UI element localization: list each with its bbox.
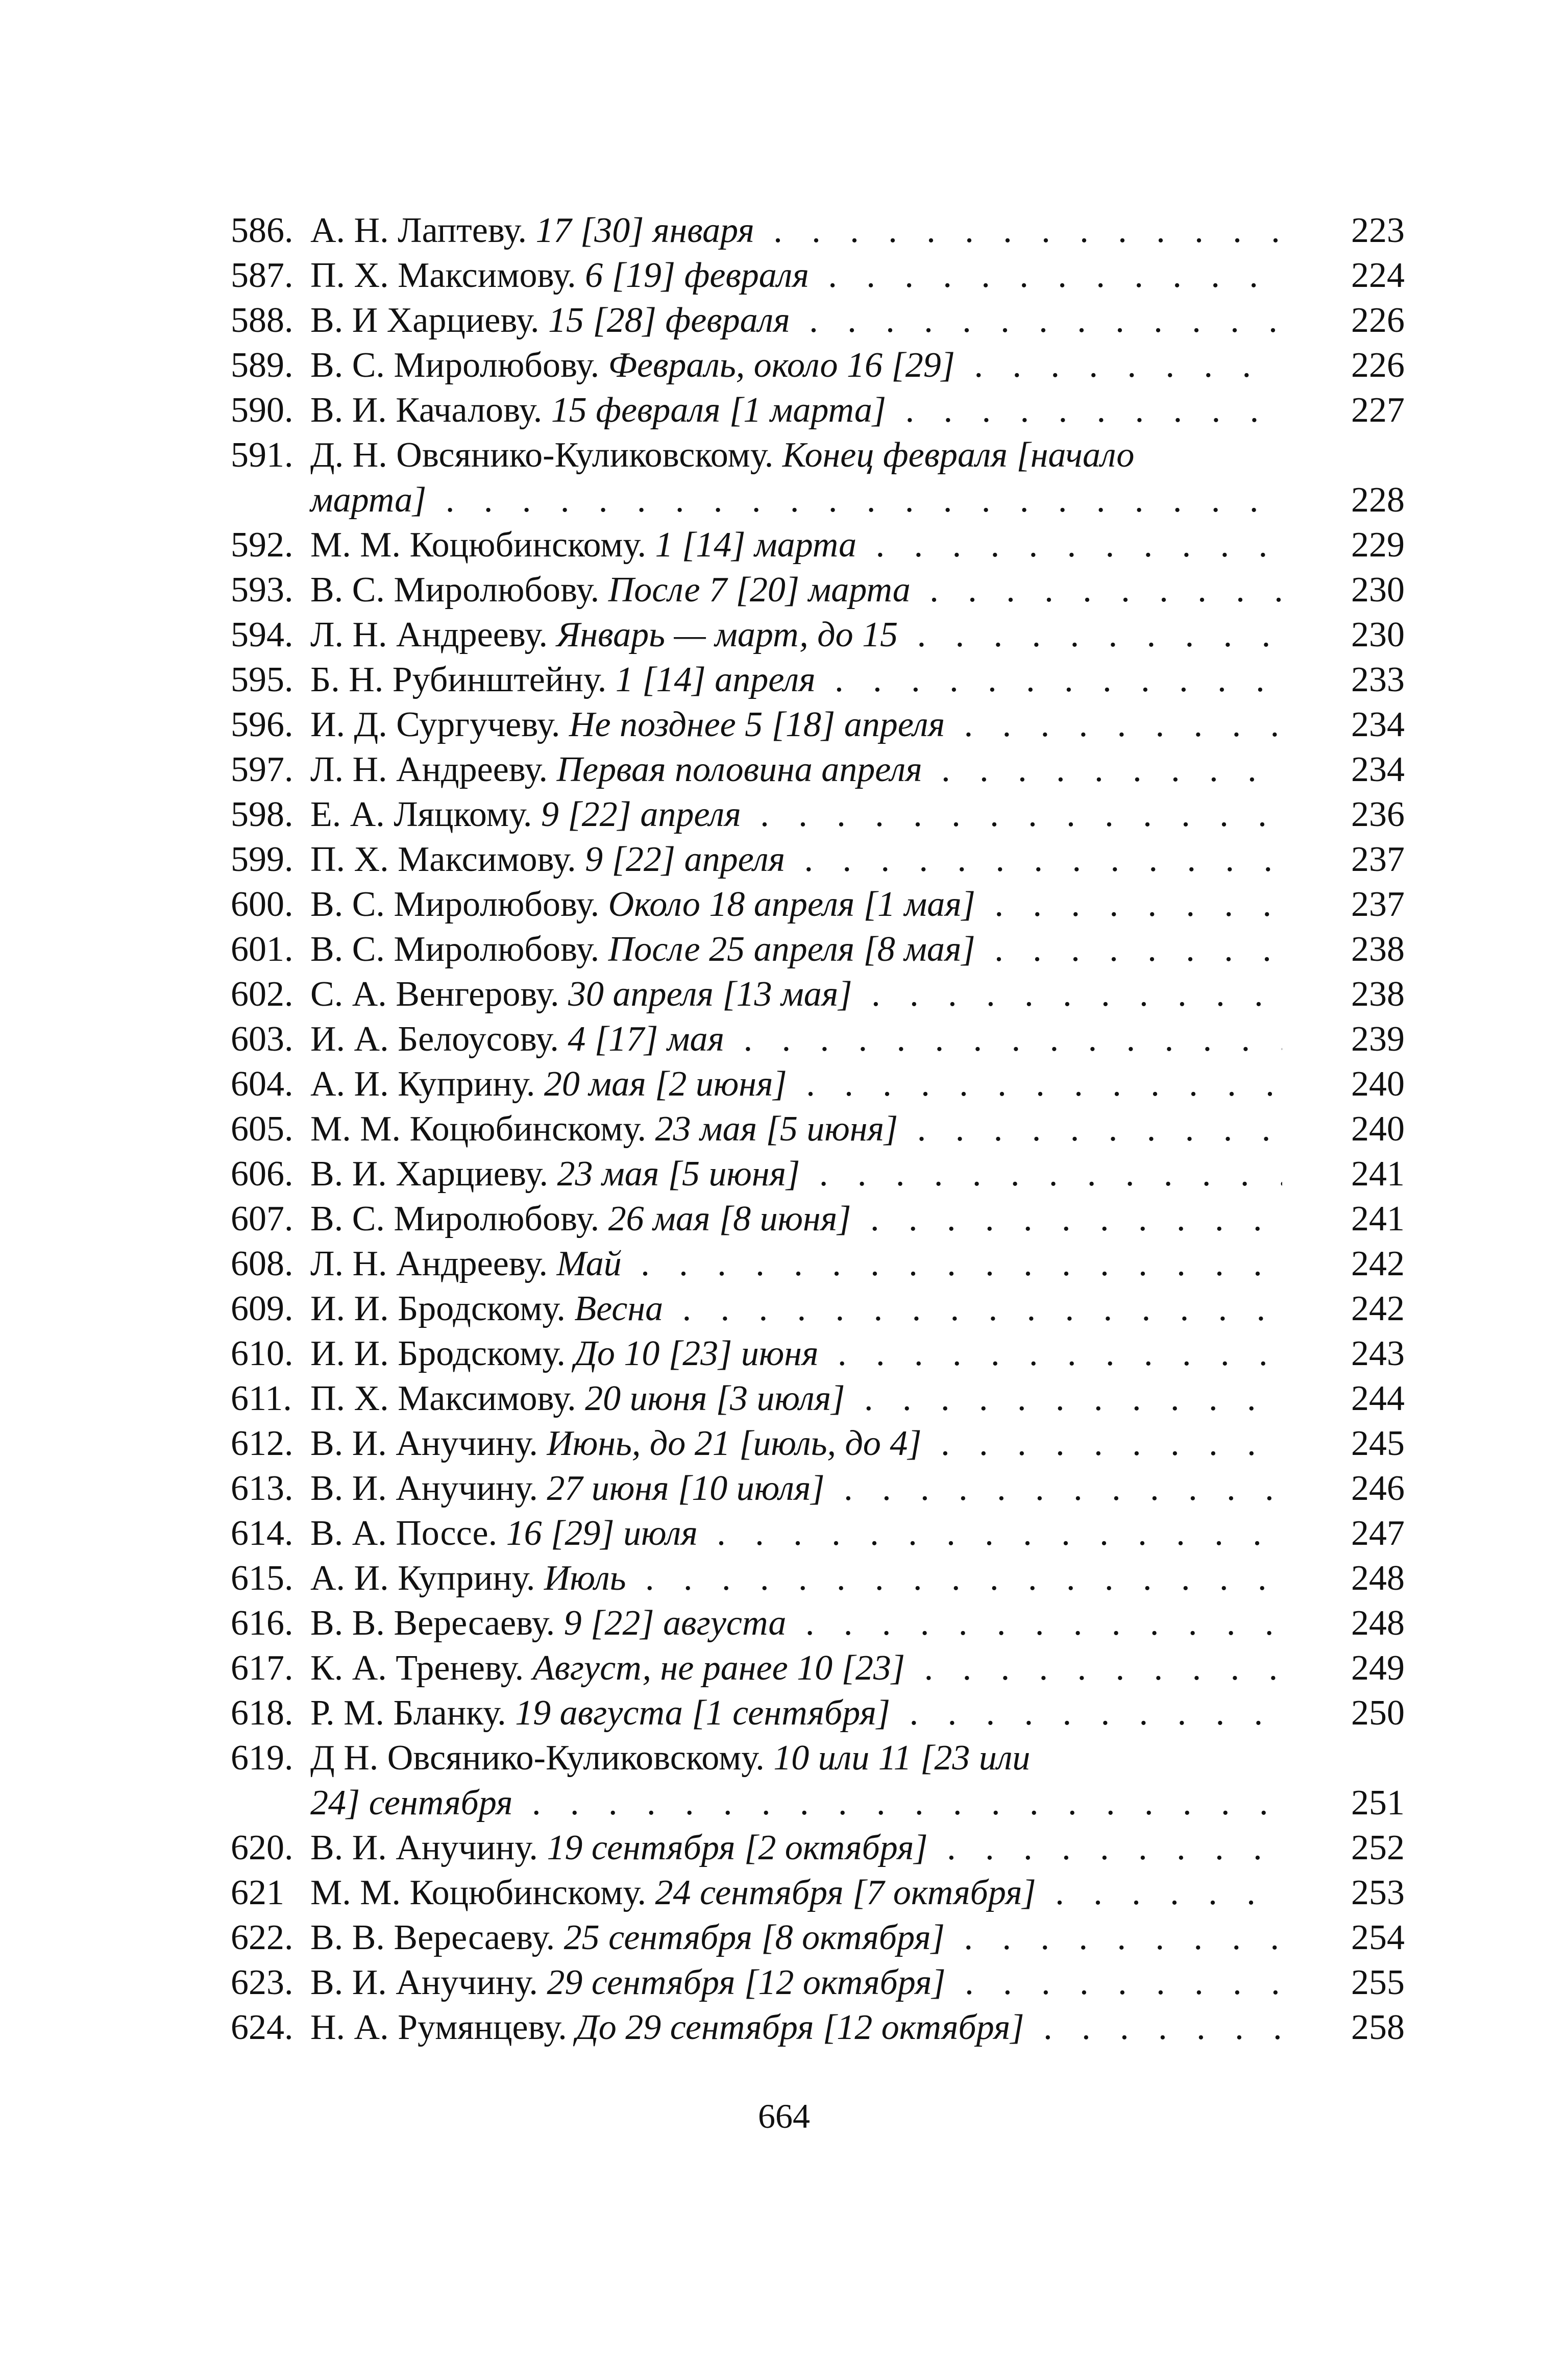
toc-entry [231,1376,1405,1421]
entry-page-number: 237 [1351,885,1405,924]
entry-page-number: 226 [1351,301,1405,340]
entry-number: 599. [231,840,293,879]
entry-addressee: В. В. Вересаеву. [310,1918,555,1957]
entry-main-line [231,927,1282,972]
entry-date: После 7 [20] марта [608,570,911,610]
entry-main-line [231,568,1282,613]
entry-date: 1 [14] марта [655,525,857,565]
entry-date: 6 [19] февраля [585,256,809,295]
entry-number: 608. [231,1244,293,1283]
entry-page-number: 244 [1351,1379,1405,1418]
entry-date: 19 августа [1 сентября] [515,1693,891,1733]
entry-page-number: 237 [1351,840,1405,879]
toc-entry [231,1915,1405,1960]
entry-page-number: 248 [1351,1604,1405,1643]
entry-date: Не позднее 5 [18] апреля [569,705,945,744]
entry-page-number: 248 [1351,1559,1405,1598]
entry-addressee: М. М. Коцюбинскому. [310,525,646,565]
toc-entry [231,1421,1405,1466]
entry-main-line [231,1736,1282,1781]
entry-number: 614. [231,1514,293,1553]
entry-main-line [231,208,1282,253]
entry-page-number: 252 [1351,1828,1405,1867]
toc-entry [231,1286,1405,1331]
entry-number: 587. [231,256,293,295]
entry-addressee: И. И. Бродскому. [310,1334,566,1373]
entry-number: 603. [231,1019,293,1059]
toc-entry [231,1960,1405,2005]
entry-addressee: В. И. Качалову. [310,391,543,430]
entry-addressee: В. И Харциеву. [310,301,540,340]
toc-entry [231,1556,1405,1601]
entry-addressee: В. С. Миролюбову. [310,885,600,924]
entry-number: 609. [231,1289,293,1328]
entry-main-line [231,1286,1282,1331]
toc-entry [231,1646,1405,1691]
entry-main-line [231,1691,1282,1736]
entry-addressee: П. Х. Максимову. [310,840,576,879]
entry-page-number: 241 [1351,1199,1405,1238]
entry-date: Конец февраля [начало [782,435,1135,475]
entry-number: 611. [231,1379,292,1418]
entry-page-number: 242 [1351,1244,1405,1283]
toc-entry [231,613,1405,658]
entry-number: 600. [231,885,293,924]
entry-addressee: Л. Н. Андрееву. [310,615,548,654]
entry-page-number: 249 [1351,1648,1405,1688]
entry-number: 605. [231,1109,293,1149]
entry-continuation [231,478,1282,523]
entry-date-continuation: 24] сентября [310,1783,513,1823]
entry-main-line [231,1242,1282,1286]
toc-entry [231,433,1405,523]
entry-number: 610. [231,1334,293,1373]
toc-entry [231,253,1405,298]
entry-page-number: 229 [1351,525,1405,565]
entry-main-line [231,702,1282,747]
toc-entry [231,2005,1405,2050]
entry-addressee: А. И. Куприну. [310,1064,535,1104]
entry-page-number: 224 [1351,256,1405,295]
entry-addressee: Б. Н. Рубинштейну. [310,660,607,699]
entry-date: 16 [29] июля [506,1514,698,1553]
entry-page-number: 250 [1351,1693,1405,1733]
entry-number: 621 [231,1873,284,1912]
toc-entry [231,388,1405,433]
entry-number: 598. [231,795,293,834]
entry-addressee: П. Х. Максимову. [310,1379,576,1418]
entry-main-line [231,1466,1282,1511]
toc-entry [231,1826,1405,1871]
entry-addressee: Д Н. Овсянико-Куликовскому. [310,1738,765,1778]
entry-main-line [231,1871,1282,1915]
entry-date: Июль [544,1559,626,1598]
entry-date: 27 июня [10 июля] [547,1469,825,1508]
entry-main-line [231,613,1282,658]
entry-addressee: Л. Н. Андрееву. [310,1244,548,1283]
entry-addressee: Л. Н. Андрееву. [310,750,548,789]
entry-date: 24 сентября [7 октября] [655,1873,1036,1912]
entry-main-line [231,1197,1282,1242]
entry-main-line [231,747,1282,792]
entry-date: 23 мая [5 июня] [557,1154,800,1194]
entry-number: 616. [231,1604,293,1643]
entry-page-number: 254 [1351,1918,1405,1957]
entry-main-line [231,972,1282,1017]
entry-page-number: 240 [1351,1109,1405,1149]
entry-addressee: И. И. Бродскому. [310,1289,566,1328]
entry-addressee: В. А. Поссе. [310,1514,498,1553]
entry-page-number: 243 [1351,1334,1405,1373]
toc-entry [231,1466,1405,1511]
entry-addressee: В. И. Анучину. [310,1424,538,1463]
entry-number: 590. [231,391,293,430]
table-of-contents [231,208,1405,2050]
toc-entry [231,523,1405,568]
entry-date: 15 февраля [1 марта] [551,391,887,430]
entry-date: 20 мая [2 июня] [544,1064,787,1104]
entry-page-number: 230 [1351,615,1405,654]
toc-entry [231,927,1405,972]
toc-entry [231,568,1405,613]
entry-main-line [231,882,1282,927]
entry-date: 19 сентября [2 октября] [547,1828,928,1867]
entry-addressee: В. С. Миролюбову. [310,1199,600,1238]
entry-page-number: 238 [1351,930,1405,969]
entry-number: 619. [231,1738,293,1778]
entry-page-number: 247 [1351,1514,1405,1553]
entry-date: 1 [14] апреля [615,660,816,699]
entry-date: 30 апреля [13 мая] [568,975,852,1014]
entry-addressee: Д. Н. Овсянико-Куликовскому. [310,435,774,475]
entry-date: Август, не ранее 10 [23] [532,1648,905,1688]
entry-date: 26 мая [8 июня] [608,1199,851,1238]
entry-main-line [231,1960,1282,2005]
entry-addressee: В. И. Харциеву. [310,1154,549,1194]
toc-entry [231,1511,1405,1556]
entry-page-number: 236 [1351,795,1405,834]
entry-addressee: В. И. Анучину. [310,1963,538,2002]
entry-date: До 10 [23] июня [574,1334,819,1373]
toc-entry [231,1242,1405,1286]
entry-date: Май [556,1244,622,1283]
entry-date: 9 [22] августа [564,1604,787,1643]
entry-date: 23 мая [5 июня] [655,1109,898,1149]
entry-addressee: М. М. Коцюбинскому. [310,1109,646,1149]
entry-addressee: С. А. Венгерову. [310,975,559,1014]
entry-main-line [231,792,1282,837]
entry-main-line [231,1915,1282,1960]
entry-addressee: В. С. Миролюбову. [310,930,600,969]
entry-addressee: А. И. Куприну. [310,1559,535,1598]
entry-date: Первая половина апреля [556,750,922,789]
entry-addressee: К. А. Треневу. [310,1648,524,1688]
toc-entry [231,1691,1405,1736]
toc-entry [231,837,1405,882]
entry-page-number: 227 [1351,391,1405,430]
entry-main-line [231,837,1282,882]
entry-date: 20 июня [3 июля] [585,1379,845,1418]
entry-main-line [231,253,1282,298]
entry-addressee: В. В. Вересаеву. [310,1604,555,1643]
entry-main-line [231,343,1282,388]
entry-main-line [231,1601,1282,1646]
entry-date: Около 18 апреля [1 мая] [608,885,976,924]
entry-page-number: 253 [1351,1873,1405,1912]
toc-entry [231,1331,1405,1376]
toc-entry [231,882,1405,927]
entry-number: 597. [231,750,293,789]
entry-date: 25 сентября [8 октября] [564,1918,945,1957]
entry-main-line [231,433,1282,478]
entry-addressee: А. Н. Лаптеву. [310,211,527,250]
entry-number: 623. [231,1963,293,2002]
entry-main-line [231,2005,1282,2050]
entry-main-line [231,298,1282,343]
entry-number: 618. [231,1693,293,1733]
entry-addressee: Е. А. Ляцкому. [310,795,532,834]
entry-page-number: 234 [1351,705,1405,744]
entry-number: 588. [231,301,293,340]
entry-page-number: 233 [1351,660,1405,699]
entry-number: 622. [231,1918,293,1957]
toc-entry [231,702,1405,747]
entry-main-line [231,388,1282,433]
entry-main-line [231,1511,1282,1556]
toc-entry [231,1107,1405,1152]
entry-page-number: 241 [1351,1154,1405,1194]
entry-page-number: 240 [1351,1064,1405,1104]
toc-entry [231,658,1405,702]
entry-date: 4 [17] мая [568,1019,725,1059]
entry-page-number: 245 [1351,1424,1405,1463]
entry-main-line [231,1376,1282,1421]
entry-main-line [231,1152,1282,1197]
entry-number: 589. [231,346,293,385]
entry-number: 624. [231,2008,293,2047]
entry-date: Февраль, около 16 [29] [608,346,955,385]
entry-continuation [231,1781,1282,1826]
entry-number: 615. [231,1559,293,1598]
entry-date: 9 [22] апреля [541,795,741,834]
entry-page-number: 223 [1351,211,1405,250]
entry-date: 17 [30] января [535,211,754,250]
entry-date: 9 [22] апреля [585,840,786,879]
toc-entry [231,1871,1405,1915]
entry-main-line [231,1062,1282,1107]
entry-date: 29 сентября [12 октября] [547,1963,946,2002]
entry-number: 593. [231,570,293,610]
entry-date: До 29 сентября [12 октября] [576,2008,1024,2047]
entry-number: 617. [231,1648,293,1688]
entry-page-number: 230 [1351,570,1405,610]
toc-entry [231,792,1405,837]
entry-addressee: И. Д. Сургучеву. [310,705,560,744]
entry-main-line [231,1421,1282,1466]
entry-page-number: 258 [1351,2008,1405,2047]
entry-page-number: 255 [1351,1963,1405,2002]
entry-main-line [231,1826,1282,1871]
entry-page-number: 246 [1351,1469,1405,1508]
entry-main-line [231,1331,1282,1376]
entry-number: 613. [231,1469,293,1508]
entry-number: 594. [231,615,293,654]
toc-entry [231,1017,1405,1062]
entry-addressee: В. И. Анучину. [310,1828,538,1867]
entry-page-number: 234 [1351,750,1405,789]
entry-number: 604. [231,1064,293,1104]
entry-date-continuation: марта] [310,480,427,520]
entry-addressee: Р. М. Бланку. [310,1693,506,1733]
toc-entry [231,298,1405,343]
entry-page-number: 228 [1351,480,1405,520]
entry-addressee: И. А. Белоусову. [310,1019,559,1059]
entry-date: После 25 апреля [8 мая] [608,930,975,969]
entry-number: 601. [231,930,293,969]
entry-date: Июнь, до 21 [июль, до 4] [547,1424,922,1463]
entry-number: 612. [231,1424,293,1463]
toc-entry [231,1062,1405,1107]
entry-number: 591. [231,435,293,475]
toc-entry [231,208,1405,253]
entry-date: Январь — март, до 15 [556,615,898,654]
toc-entry [231,1601,1405,1646]
entry-date: 10 или 11 [23 или [773,1738,1031,1778]
toc-entry [231,747,1405,792]
toc-entry [231,1197,1405,1242]
page-number: 664 [758,2097,810,2135]
entry-addressee: П. Х. Максимову. [310,256,576,295]
entry-date: 15 [28] февраля [548,301,790,340]
entry-page-number: 239 [1351,1019,1405,1059]
entry-main-line [231,658,1282,702]
entry-addressee: Н. А. Румянцеву. [310,2008,567,2047]
entry-main-line [231,1107,1282,1152]
entry-number: 620. [231,1828,293,1867]
entry-page-number: 226 [1351,346,1405,385]
entry-main-line [231,523,1282,568]
entry-number: 596. [231,705,293,744]
entry-number: 606. [231,1154,293,1194]
entry-addressee: В. С. Миролюбову. [310,346,600,385]
toc-entry [231,972,1405,1017]
entry-number: 602. [231,975,293,1014]
entry-number: 595. [231,660,293,699]
entry-number: 592. [231,525,293,565]
entry-page-number: 242 [1351,1289,1405,1328]
entry-addressee: М. М. Коцюбинскому. [310,1873,646,1912]
entry-page-number: 238 [1351,975,1405,1014]
entry-addressee: В. С. Миролюбову. [310,570,600,610]
entry-main-line [231,1017,1282,1062]
entry-addressee: В. И. Анучину. [310,1469,538,1508]
entry-page-number: 251 [1351,1783,1405,1823]
entry-date: Весна [574,1289,664,1328]
entry-main-line [231,1556,1282,1601]
toc-entry [231,1152,1405,1197]
toc-entry [231,1736,1405,1826]
entry-main-line [231,1646,1282,1691]
toc-entry [231,343,1405,388]
entry-number: 586. [231,211,293,250]
entry-number: 607. [231,1199,293,1238]
